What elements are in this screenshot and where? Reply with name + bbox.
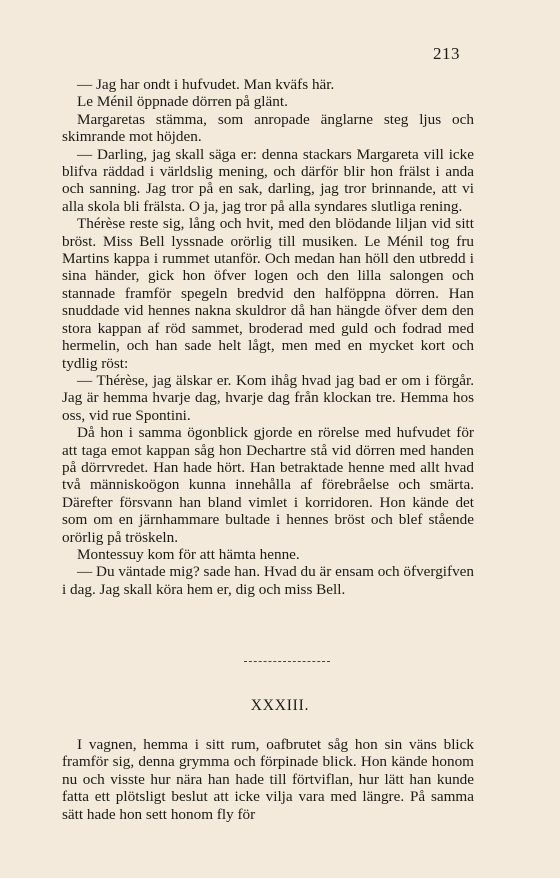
section-divider [244,661,330,663]
chapter-text-continued [62,76,474,598]
paragraph: Thérèse reste sig, lång och hvit, med den blödande liljan vid sitt bröst. Miss Bell lyssnade orörlig till musiken. Le Ménil tog fru Martins kappa i rummet utanför. Och medan han höll den utbredd i sina händer, gick hon öfver logen och den lilla salongen och stannade framför spegeln bredvid den halföppna dörren. Han snuddade vid hennes nakna skuldror då han hängde öfver dem den stora kappan af röd sammet, broderad med guld och fodrad med hermelin, och han sade helt lågt, men med en mycket kort och tydlig röst: [62,215,474,372]
new-chapter-text [62,736,474,823]
paragraph: Margaretas stämma, som anropade änglarne steg ljus och skimrande mot höjden. [62,110,474,146]
paragraph: Le Ménil öppnade dörren på glänt. [77,93,288,111]
paragraph: Då hon i samma ögonblick gjorde en rörelse med hufvudet för att taga emot kappan såg hon Dechartre stå vid dörren med handen på dörrvredet. Han hade hört. Han betraktade henne med allt hvad två människoögon kunna innehålla af förebråelse och smärta. Därefter försvann han bland vimlet i korridoren. Hon kände det som om en järnhammare bultade i hennes bröst och blef stående orörlig på tröskeln. [62,424,474,546]
paragraph: — Darling, jag skall säga er: denna stackars Margareta vill icke blifva räddad i världslig mening, och därför blir hon frälst i anda och sanning. Jag tror på en sak, darling, jag tror brinnande, att vi alla skola bli frälsta. O ja, jag tror på alla syndares slutliga rening. [62,145,474,215]
paragraph: — Jag har ondt i hufvudet. Man kväfs här. [77,76,335,93]
paragraph: Montessuy kom för att hämta henne. [77,545,300,563]
paragraph: — Du väntade mig? sade han. Hvad du är ensam och öfvergifven i dag. Jag skall köra hem er, dig och miss Bell. [62,563,474,598]
paragraph: — Thérèse, jag älskar er. Kom ihåg hvad jag bad er om i förgår. Jag är hemma hvarje dag, hvarje dag från klockan tre. Hemma hos oss, vid rue Spontini. [62,371,474,424]
paragraph: I vagnen, hemma i sitt rum, oafbrutet såg hon sin väns blick framför sig, denna grymma och förpinade blick. Hon kände honom nu och visste hur nära han hade till förtviflan, hur lätt han kunde fatta ett plötsligt beslut att icke vilja vara med längre. På samma sätt hade hon sett honom fly för [62,736,474,823]
chapter-heading: XXXIII. [250,697,310,714]
page-number: 213 [433,44,460,63]
